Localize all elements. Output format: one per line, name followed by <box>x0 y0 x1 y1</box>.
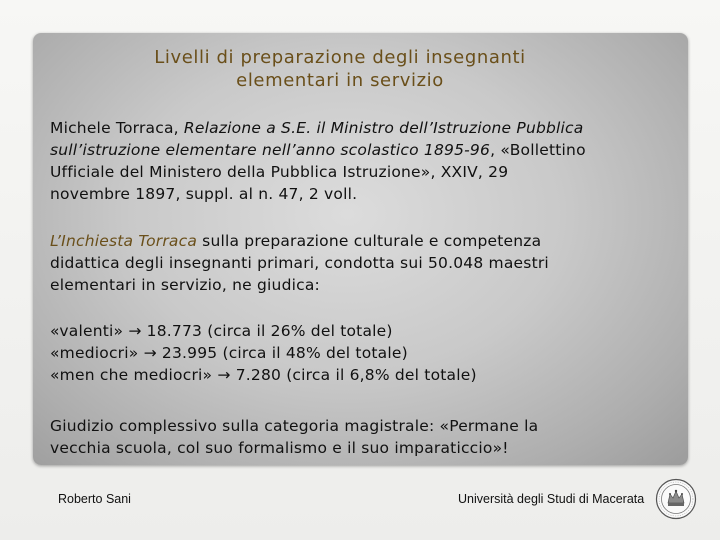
arrow-icon: → <box>143 344 157 362</box>
stat-valenti <box>50 320 675 342</box>
stat-mediocri <box>50 342 675 364</box>
stat-men-che-mediocri <box>50 364 675 386</box>
stat-value: 23.995 (circa il 48% del totale) <box>156 344 408 362</box>
inquiry-name: Torraca <box>138 232 198 250</box>
citation-paragraph <box>50 117 675 205</box>
citation-line-4: novembre 1897, suppl. al n. 47, 2 voll. <box>50 185 358 203</box>
citation-line-2 <box>50 139 675 161</box>
inquiry-prefix: L’Inchiesta <box>50 232 139 250</box>
citation-title-part-1: Relazione a S.E. il Ministro dell’Istruzione Pubblica <box>183 119 584 137</box>
university-seal-icon <box>655 478 697 520</box>
judgment-paragraph <box>50 415 675 459</box>
title-line-2: elementari in servizio <box>236 70 444 91</box>
inquiry-line-3: elementari in servizio, ne giudica: <box>50 276 320 294</box>
stat-value: 7.280 (circa il 6,8% del totale) <box>230 366 477 384</box>
stat-label: «men che mediocri» <box>50 366 213 384</box>
stats-list <box>50 320 675 386</box>
stat-label: «mediocri» <box>50 344 139 362</box>
judgment-line-2: vecchia scuola, col suo formalismo e il suo imparaticcio»! <box>50 439 509 457</box>
arrow-icon: → <box>217 366 231 384</box>
citation-author: Michele Torraca, <box>50 119 184 137</box>
citation-line-3: Ufficiale del Ministero della Pubblica Istruzione», XXIV, 29 <box>50 163 509 181</box>
footer-university: Università degli Studi di Macerata <box>458 492 645 506</box>
title-line-1: Livelli di preparazione degli insegnanti <box>154 47 526 68</box>
footer-author: Roberto Sani <box>58 492 131 506</box>
inquiry-line-1 <box>50 230 675 252</box>
slide-title <box>60 46 620 92</box>
inquiry-line-2: didattica degli insegnanti primari, condotta sui 50.048 maestri <box>50 254 549 272</box>
arrow-icon: → <box>128 322 142 340</box>
citation-line-1 <box>50 117 675 139</box>
stat-value: 18.773 (circa il 26% del totale) <box>141 322 393 340</box>
stat-label: «valenti» <box>50 322 124 340</box>
inquiry-line-1-rest: sulla preparazione culturale e competenza <box>197 232 542 250</box>
judgment-line-1: Giudizio complessivo sulla categoria magistrale: «Permane la <box>50 417 539 435</box>
inquiry-paragraph <box>50 230 675 296</box>
citation-journal: , «Bollettino <box>490 141 586 159</box>
citation-title-part-2: sull’istruzione elementare nell’anno scolastico 1895-96 <box>50 141 491 159</box>
